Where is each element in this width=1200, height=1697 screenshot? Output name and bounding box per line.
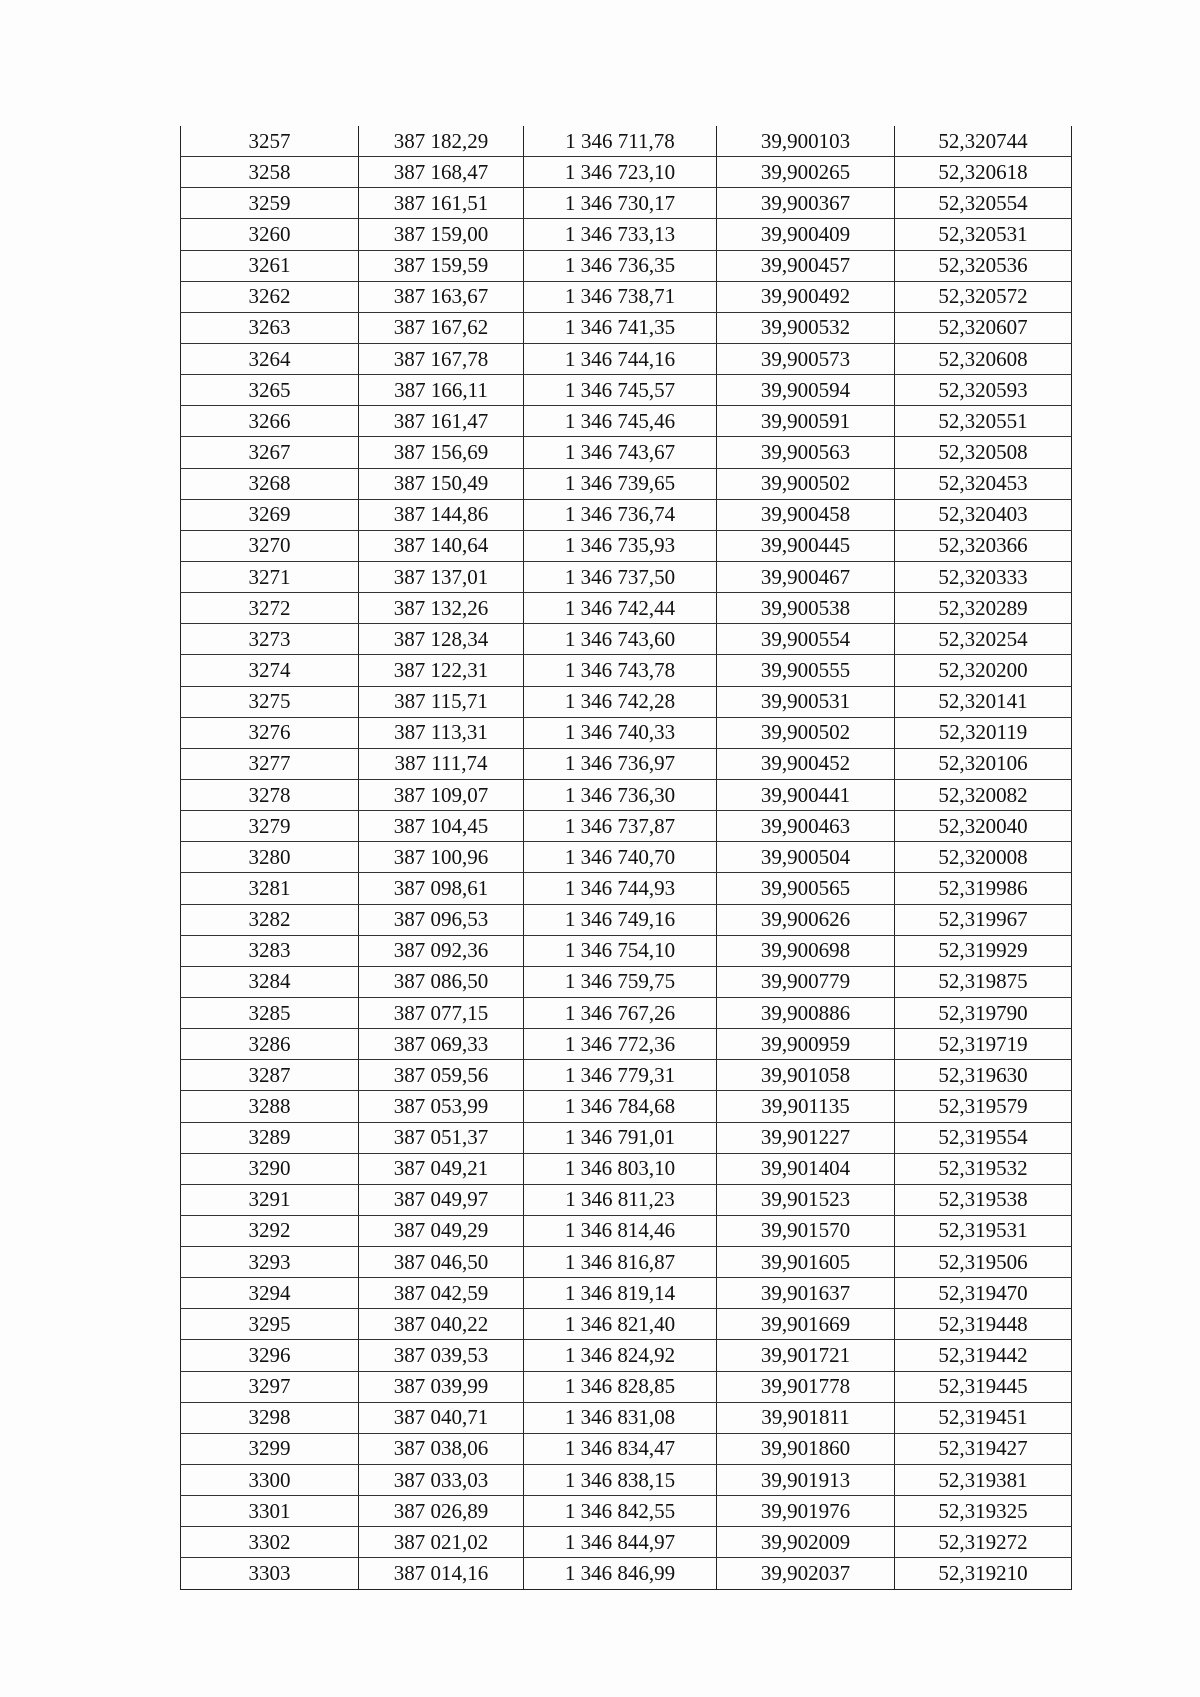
x-coordinate-cell: 387 014,16	[359, 1558, 524, 1589]
x-coordinate-cell: 387 049,21	[359, 1153, 524, 1184]
y-coordinate-cell: 1 346 743,60	[524, 624, 717, 655]
table-row	[181, 561, 1072, 592]
x-coordinate-cell: 387 132,26	[359, 593, 524, 624]
latitude-cell: 39,901669	[717, 1309, 895, 1340]
point-number-cell: 3276	[181, 717, 359, 748]
x-coordinate-cell: 387 156,69	[359, 437, 524, 468]
latitude-cell: 39,901778	[717, 1371, 895, 1402]
y-coordinate-cell: 1 346 811,23	[524, 1184, 717, 1215]
y-coordinate-cell: 1 346 736,30	[524, 779, 717, 810]
latitude-cell: 39,901913	[717, 1465, 895, 1496]
longitude-cell: 52,320554	[895, 188, 1072, 219]
x-coordinate-cell: 387 150,49	[359, 468, 524, 499]
x-coordinate-cell: 387 059,56	[359, 1060, 524, 1091]
point-number-cell: 3299	[181, 1433, 359, 1464]
x-coordinate-cell: 387 033,03	[359, 1465, 524, 1496]
point-number-cell: 3295	[181, 1309, 359, 1340]
longitude-cell: 52,320618	[895, 157, 1072, 188]
y-coordinate-cell: 1 346 749,16	[524, 904, 717, 935]
longitude-cell: 52,320254	[895, 624, 1072, 655]
x-coordinate-cell: 387 167,62	[359, 312, 524, 343]
table-row	[181, 1122, 1072, 1153]
x-coordinate-cell: 387 098,61	[359, 873, 524, 904]
x-coordinate-cell: 387 092,36	[359, 935, 524, 966]
point-number-cell: 3294	[181, 1278, 359, 1309]
longitude-cell: 52,320040	[895, 811, 1072, 842]
table-row	[181, 1558, 1072, 1589]
longitude-cell: 52,319451	[895, 1402, 1072, 1433]
table-row	[181, 748, 1072, 779]
latitude-cell: 39,900467	[717, 561, 895, 592]
table-row	[181, 1496, 1072, 1527]
y-coordinate-cell: 1 346 772,36	[524, 1029, 717, 1060]
latitude-cell: 39,900886	[717, 997, 895, 1028]
table-row	[181, 1060, 1072, 1091]
y-coordinate-cell: 1 346 733,13	[524, 219, 717, 250]
latitude-cell: 39,900565	[717, 873, 895, 904]
table-row	[181, 157, 1072, 188]
table-row	[181, 250, 1072, 281]
point-number-cell: 3288	[181, 1091, 359, 1122]
latitude-cell: 39,900367	[717, 188, 895, 219]
latitude-cell: 39,900441	[717, 779, 895, 810]
y-coordinate-cell: 1 346 846,99	[524, 1558, 717, 1589]
table-row	[181, 593, 1072, 624]
table-row	[181, 1402, 1072, 1433]
latitude-cell: 39,900502	[717, 468, 895, 499]
point-number-cell: 3268	[181, 468, 359, 499]
y-coordinate-cell: 1 346 842,55	[524, 1496, 717, 1527]
latitude-cell: 39,900445	[717, 530, 895, 561]
table-row	[181, 1153, 1072, 1184]
latitude-cell: 39,901811	[717, 1402, 895, 1433]
x-coordinate-cell: 387 137,01	[359, 561, 524, 592]
x-coordinate-cell: 387 040,71	[359, 1402, 524, 1433]
table-row	[181, 1091, 1072, 1122]
x-coordinate-cell: 387 040,22	[359, 1309, 524, 1340]
y-coordinate-cell: 1 346 831,08	[524, 1402, 717, 1433]
point-number-cell: 3291	[181, 1184, 359, 1215]
latitude-cell: 39,900573	[717, 343, 895, 374]
latitude-cell: 39,901227	[717, 1122, 895, 1153]
table-row	[181, 935, 1072, 966]
table-row	[181, 624, 1072, 655]
y-coordinate-cell: 1 346 821,40	[524, 1309, 717, 1340]
x-coordinate-cell: 387 168,47	[359, 157, 524, 188]
table-row	[181, 779, 1072, 810]
latitude-cell: 39,901135	[717, 1091, 895, 1122]
x-coordinate-cell: 387 069,33	[359, 1029, 524, 1060]
longitude-cell: 52,319210	[895, 1558, 1072, 1589]
point-number-cell: 3282	[181, 904, 359, 935]
latitude-cell: 39,900563	[717, 437, 895, 468]
point-number-cell: 3259	[181, 188, 359, 219]
x-coordinate-cell: 387 096,53	[359, 904, 524, 935]
y-coordinate-cell: 1 346 767,26	[524, 997, 717, 1028]
y-coordinate-cell: 1 346 735,93	[524, 530, 717, 561]
latitude-cell: 39,900594	[717, 375, 895, 406]
latitude-cell: 39,901860	[717, 1433, 895, 1464]
x-coordinate-cell: 387 140,64	[359, 530, 524, 561]
x-coordinate-cell: 387 159,00	[359, 219, 524, 250]
latitude-cell: 39,901976	[717, 1496, 895, 1527]
latitude-cell: 39,900626	[717, 904, 895, 935]
point-number-cell: 3303	[181, 1558, 359, 1589]
longitude-cell: 52,320607	[895, 312, 1072, 343]
coordinates-table-body	[181, 126, 1072, 1589]
latitude-cell: 39,902009	[717, 1527, 895, 1558]
point-number-cell: 3280	[181, 842, 359, 873]
longitude-cell: 52,320508	[895, 437, 1072, 468]
latitude-cell: 39,900265	[717, 157, 895, 188]
point-number-cell: 3290	[181, 1153, 359, 1184]
y-coordinate-cell: 1 346 742,28	[524, 686, 717, 717]
table-row	[181, 1309, 1072, 1340]
table-row	[181, 717, 1072, 748]
longitude-cell: 52,319532	[895, 1153, 1072, 1184]
latitude-cell: 39,900502	[717, 717, 895, 748]
x-coordinate-cell: 387 104,45	[359, 811, 524, 842]
x-coordinate-cell: 387 039,53	[359, 1340, 524, 1371]
y-coordinate-cell: 1 346 743,78	[524, 655, 717, 686]
point-number-cell: 3292	[181, 1215, 359, 1246]
longitude-cell: 52,319470	[895, 1278, 1072, 1309]
y-coordinate-cell: 1 346 741,35	[524, 312, 717, 343]
point-number-cell: 3278	[181, 779, 359, 810]
table-row	[181, 1340, 1072, 1371]
latitude-cell: 39,901404	[717, 1153, 895, 1184]
y-coordinate-cell: 1 346 744,93	[524, 873, 717, 904]
y-coordinate-cell: 1 346 737,50	[524, 561, 717, 592]
latitude-cell: 39,900457	[717, 250, 895, 281]
latitude-cell: 39,900538	[717, 593, 895, 624]
point-number-cell: 3271	[181, 561, 359, 592]
point-number-cell: 3267	[181, 437, 359, 468]
table-row	[181, 499, 1072, 530]
longitude-cell: 52,319790	[895, 997, 1072, 1028]
table-row	[181, 375, 1072, 406]
x-coordinate-cell: 387 159,59	[359, 250, 524, 281]
longitude-cell: 52,320593	[895, 375, 1072, 406]
table-row	[181, 842, 1072, 873]
table-row	[181, 1184, 1072, 1215]
point-number-cell: 3302	[181, 1527, 359, 1558]
longitude-cell: 52,320366	[895, 530, 1072, 561]
y-coordinate-cell: 1 346 723,10	[524, 157, 717, 188]
y-coordinate-cell: 1 346 779,31	[524, 1060, 717, 1091]
longitude-cell: 52,319506	[895, 1247, 1072, 1278]
y-coordinate-cell: 1 346 838,15	[524, 1465, 717, 1496]
table-row	[181, 343, 1072, 374]
longitude-cell: 52,320744	[895, 126, 1072, 157]
point-number-cell: 3297	[181, 1371, 359, 1402]
table-row	[181, 873, 1072, 904]
latitude-cell: 39,901523	[717, 1184, 895, 1215]
y-coordinate-cell: 1 346 738,71	[524, 281, 717, 312]
y-coordinate-cell: 1 346 739,65	[524, 468, 717, 499]
point-number-cell: 3260	[181, 219, 359, 250]
table-row	[181, 437, 1072, 468]
latitude-cell: 39,900452	[717, 748, 895, 779]
latitude-cell: 39,900779	[717, 966, 895, 997]
y-coordinate-cell: 1 346 737,87	[524, 811, 717, 842]
x-coordinate-cell: 387 128,34	[359, 624, 524, 655]
y-coordinate-cell: 1 346 711,78	[524, 126, 717, 157]
point-number-cell: 3281	[181, 873, 359, 904]
longitude-cell: 52,319531	[895, 1215, 1072, 1246]
point-number-cell: 3287	[181, 1060, 359, 1091]
x-coordinate-cell: 387 049,97	[359, 1184, 524, 1215]
x-coordinate-cell: 387 182,29	[359, 126, 524, 157]
longitude-cell: 52,320082	[895, 779, 1072, 810]
x-coordinate-cell: 387 113,31	[359, 717, 524, 748]
point-number-cell: 3301	[181, 1496, 359, 1527]
point-number-cell: 3296	[181, 1340, 359, 1371]
longitude-cell: 52,319272	[895, 1527, 1072, 1558]
latitude-cell: 39,902037	[717, 1558, 895, 1589]
longitude-cell: 52,319967	[895, 904, 1072, 935]
point-number-cell: 3293	[181, 1247, 359, 1278]
latitude-cell: 39,900532	[717, 312, 895, 343]
y-coordinate-cell: 1 346 736,74	[524, 499, 717, 530]
x-coordinate-cell: 387 161,47	[359, 406, 524, 437]
table-row	[181, 1215, 1072, 1246]
latitude-cell: 39,900554	[717, 624, 895, 655]
point-number-cell: 3275	[181, 686, 359, 717]
point-number-cell: 3298	[181, 1402, 359, 1433]
table-row	[181, 1527, 1072, 1558]
y-coordinate-cell: 1 346 736,35	[524, 250, 717, 281]
table-row	[181, 281, 1072, 312]
longitude-cell: 52,320141	[895, 686, 1072, 717]
table-row	[181, 530, 1072, 561]
point-number-cell: 3284	[181, 966, 359, 997]
longitude-cell: 52,319325	[895, 1496, 1072, 1527]
latitude-cell: 39,900458	[717, 499, 895, 530]
latitude-cell: 39,900959	[717, 1029, 895, 1060]
x-coordinate-cell: 387 115,71	[359, 686, 524, 717]
y-coordinate-cell: 1 346 754,10	[524, 935, 717, 966]
y-coordinate-cell: 1 346 791,01	[524, 1122, 717, 1153]
latitude-cell: 39,900103	[717, 126, 895, 157]
table-row	[181, 219, 1072, 250]
y-coordinate-cell: 1 346 784,68	[524, 1091, 717, 1122]
latitude-cell: 39,901058	[717, 1060, 895, 1091]
latitude-cell: 39,900531	[717, 686, 895, 717]
x-coordinate-cell: 387 021,02	[359, 1527, 524, 1558]
latitude-cell: 39,900463	[717, 811, 895, 842]
longitude-cell: 52,320106	[895, 748, 1072, 779]
latitude-cell: 39,900591	[717, 406, 895, 437]
table-row	[181, 1247, 1072, 1278]
longitude-cell: 52,320119	[895, 717, 1072, 748]
table-row	[181, 1465, 1072, 1496]
x-coordinate-cell: 387 122,31	[359, 655, 524, 686]
longitude-cell: 52,319719	[895, 1029, 1072, 1060]
x-coordinate-cell: 387 161,51	[359, 188, 524, 219]
longitude-cell: 52,319381	[895, 1465, 1072, 1496]
table-row	[181, 997, 1072, 1028]
x-coordinate-cell: 387 163,67	[359, 281, 524, 312]
y-coordinate-cell: 1 346 803,10	[524, 1153, 717, 1184]
y-coordinate-cell: 1 346 814,46	[524, 1215, 717, 1246]
x-coordinate-cell: 387 144,86	[359, 499, 524, 530]
longitude-cell: 52,319538	[895, 1184, 1072, 1215]
y-coordinate-cell: 1 346 740,70	[524, 842, 717, 873]
longitude-cell: 52,319929	[895, 935, 1072, 966]
y-coordinate-cell: 1 346 743,67	[524, 437, 717, 468]
y-coordinate-cell: 1 346 745,57	[524, 375, 717, 406]
latitude-cell: 39,900504	[717, 842, 895, 873]
longitude-cell: 52,319986	[895, 873, 1072, 904]
table-row	[181, 126, 1072, 157]
point-number-cell: 3265	[181, 375, 359, 406]
point-number-cell: 3261	[181, 250, 359, 281]
longitude-cell: 52,320453	[895, 468, 1072, 499]
y-coordinate-cell: 1 346 730,17	[524, 188, 717, 219]
table-row	[181, 686, 1072, 717]
latitude-cell: 39,901637	[717, 1278, 895, 1309]
table-row	[181, 406, 1072, 437]
point-number-cell: 3300	[181, 1465, 359, 1496]
longitude-cell: 52,320403	[895, 499, 1072, 530]
point-number-cell: 3289	[181, 1122, 359, 1153]
longitude-cell: 52,320572	[895, 281, 1072, 312]
x-coordinate-cell: 387 042,59	[359, 1278, 524, 1309]
point-number-cell: 3274	[181, 655, 359, 686]
point-number-cell: 3270	[181, 530, 359, 561]
x-coordinate-cell: 387 086,50	[359, 966, 524, 997]
table-row	[181, 1278, 1072, 1309]
point-number-cell: 3263	[181, 312, 359, 343]
longitude-cell: 52,320608	[895, 343, 1072, 374]
x-coordinate-cell: 387 049,29	[359, 1215, 524, 1246]
point-number-cell: 3257	[181, 126, 359, 157]
coordinates-table	[180, 126, 1072, 1590]
longitude-cell: 52,319427	[895, 1433, 1072, 1464]
x-coordinate-cell: 387 100,96	[359, 842, 524, 873]
y-coordinate-cell: 1 346 744,16	[524, 343, 717, 374]
table-row	[181, 811, 1072, 842]
x-coordinate-cell: 387 039,99	[359, 1371, 524, 1402]
y-coordinate-cell: 1 346 844,97	[524, 1527, 717, 1558]
longitude-cell: 52,319630	[895, 1060, 1072, 1091]
latitude-cell: 39,901570	[717, 1215, 895, 1246]
y-coordinate-cell: 1 346 745,46	[524, 406, 717, 437]
longitude-cell: 52,320531	[895, 219, 1072, 250]
point-number-cell: 3286	[181, 1029, 359, 1060]
y-coordinate-cell: 1 346 740,33	[524, 717, 717, 748]
y-coordinate-cell: 1 346 759,75	[524, 966, 717, 997]
point-number-cell: 3264	[181, 343, 359, 374]
point-number-cell: 3285	[181, 997, 359, 1028]
point-number-cell: 3279	[181, 811, 359, 842]
x-coordinate-cell: 387 167,78	[359, 343, 524, 374]
table-row	[181, 966, 1072, 997]
longitude-cell: 52,320536	[895, 250, 1072, 281]
point-number-cell: 3283	[181, 935, 359, 966]
latitude-cell: 39,900409	[717, 219, 895, 250]
point-number-cell: 3266	[181, 406, 359, 437]
table-row	[181, 1433, 1072, 1464]
longitude-cell: 52,320200	[895, 655, 1072, 686]
x-coordinate-cell: 387 038,06	[359, 1433, 524, 1464]
y-coordinate-cell: 1 346 828,85	[524, 1371, 717, 1402]
point-number-cell: 3262	[181, 281, 359, 312]
table-row	[181, 904, 1072, 935]
table-row	[181, 655, 1072, 686]
table-row	[181, 312, 1072, 343]
point-number-cell: 3272	[181, 593, 359, 624]
longitude-cell: 52,319554	[895, 1122, 1072, 1153]
latitude-cell: 39,900492	[717, 281, 895, 312]
x-coordinate-cell: 387 111,74	[359, 748, 524, 779]
table-row	[181, 1371, 1072, 1402]
table-row	[181, 468, 1072, 499]
point-number-cell: 3258	[181, 157, 359, 188]
latitude-cell: 39,900555	[717, 655, 895, 686]
x-coordinate-cell: 387 109,07	[359, 779, 524, 810]
longitude-cell: 52,319445	[895, 1371, 1072, 1402]
x-coordinate-cell: 387 046,50	[359, 1247, 524, 1278]
longitude-cell: 52,320289	[895, 593, 1072, 624]
point-number-cell: 3269	[181, 499, 359, 530]
longitude-cell: 52,320551	[895, 406, 1072, 437]
x-coordinate-cell: 387 077,15	[359, 997, 524, 1028]
table-row	[181, 1029, 1072, 1060]
x-coordinate-cell: 387 166,11	[359, 375, 524, 406]
x-coordinate-cell: 387 051,37	[359, 1122, 524, 1153]
longitude-cell: 52,320333	[895, 561, 1072, 592]
longitude-cell: 52,319875	[895, 966, 1072, 997]
latitude-cell: 39,901721	[717, 1340, 895, 1371]
y-coordinate-cell: 1 346 816,87	[524, 1247, 717, 1278]
table-row	[181, 188, 1072, 219]
point-number-cell: 3277	[181, 748, 359, 779]
x-coordinate-cell: 387 026,89	[359, 1496, 524, 1527]
latitude-cell: 39,900698	[717, 935, 895, 966]
y-coordinate-cell: 1 346 742,44	[524, 593, 717, 624]
longitude-cell: 52,320008	[895, 842, 1072, 873]
y-coordinate-cell: 1 346 736,97	[524, 748, 717, 779]
y-coordinate-cell: 1 346 824,92	[524, 1340, 717, 1371]
longitude-cell: 52,319448	[895, 1309, 1072, 1340]
longitude-cell: 52,319442	[895, 1340, 1072, 1371]
latitude-cell: 39,901605	[717, 1247, 895, 1278]
y-coordinate-cell: 1 346 819,14	[524, 1278, 717, 1309]
longitude-cell: 52,319579	[895, 1091, 1072, 1122]
x-coordinate-cell: 387 053,99	[359, 1091, 524, 1122]
y-coordinate-cell: 1 346 834,47	[524, 1433, 717, 1464]
point-number-cell: 3273	[181, 624, 359, 655]
